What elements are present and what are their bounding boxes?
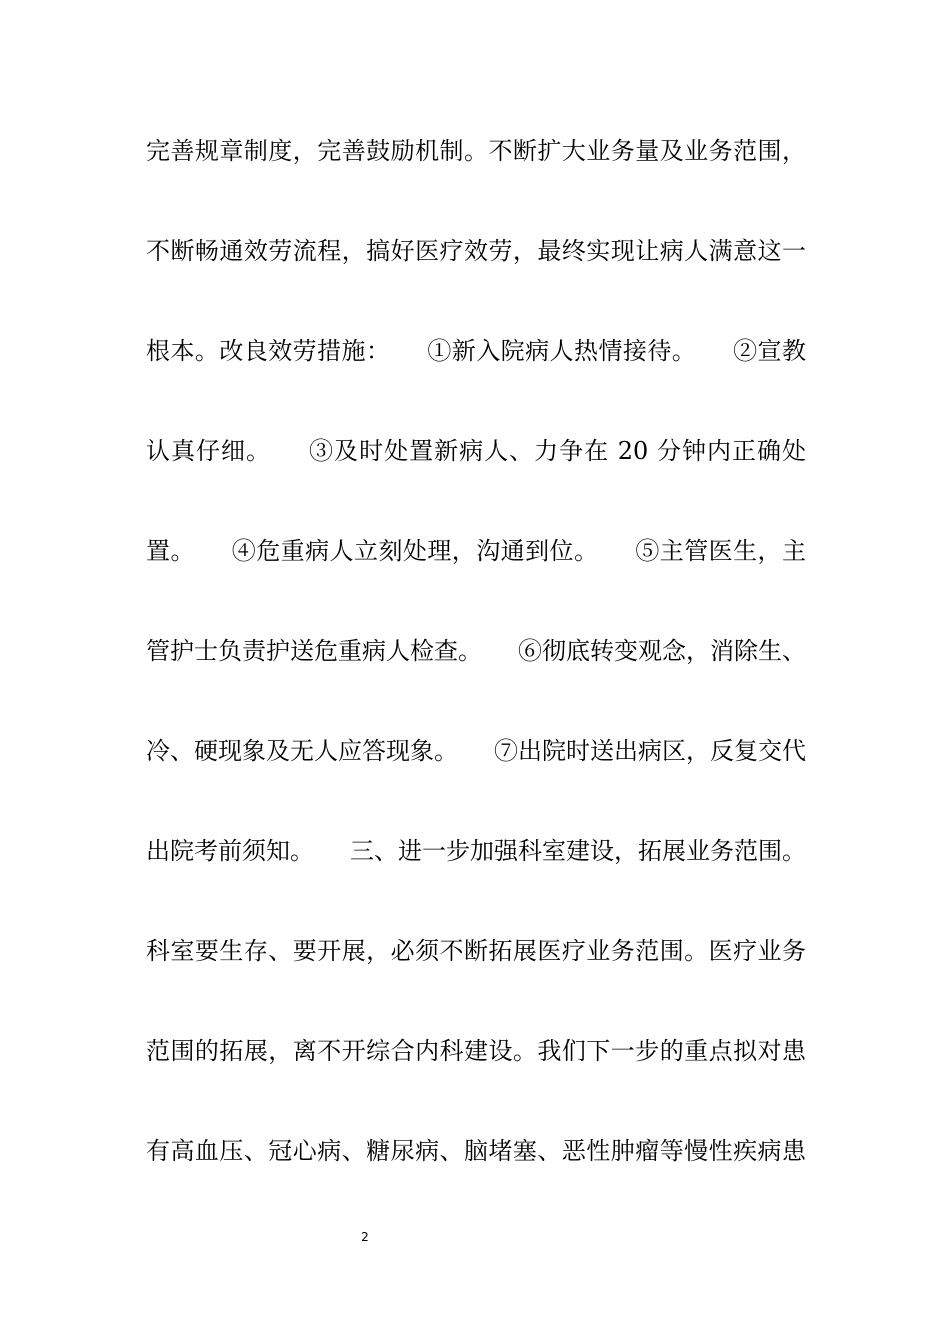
text-line: 置。 ④危重病人立刻处理，沟通到位。 ⑤主管医生，主 <box>146 537 806 565</box>
text-line: 有高血压、冠心病、糖尿病、脑堵塞、恶性肿瘤等慢性疾病患 <box>146 1137 806 1165</box>
text-line: 完善规章制度，完善鼓励机制。不断扩大业务量及业务范围， <box>146 137 806 165</box>
text-line: 范围的拓展，离不开综合内科建设。我们下一步的重点拟对患 <box>146 1037 806 1065</box>
text-line: 根本。改良效劳措施： ①新入院病人热情接待。 ②宣教 <box>146 337 806 365</box>
text-line: 管护士负责护送危重病人检查。 ⑥彻底转变观念，消除生、 <box>146 637 806 665</box>
text-line: 冷、硬现象及无人应答现象。 ⑦出院时送出病区，反复交代 <box>146 737 806 765</box>
text-line: 出院考前须知。 三、进一步加强科室建设，拓展业务范围。 <box>146 837 806 865</box>
text-line: 不断畅通效劳流程，搞好医疗效劳，最终实现让病人满意这一 <box>146 237 806 265</box>
text-line: 科室要生存、要开展，必须不断拓展医疗业务范围。医疗业务 <box>146 937 806 965</box>
page-number: 2 <box>361 1230 369 1244</box>
text-line: 认真仔细。 ③及时处置新病人、力争在 20 分钟内正确处 <box>146 437 806 465</box>
